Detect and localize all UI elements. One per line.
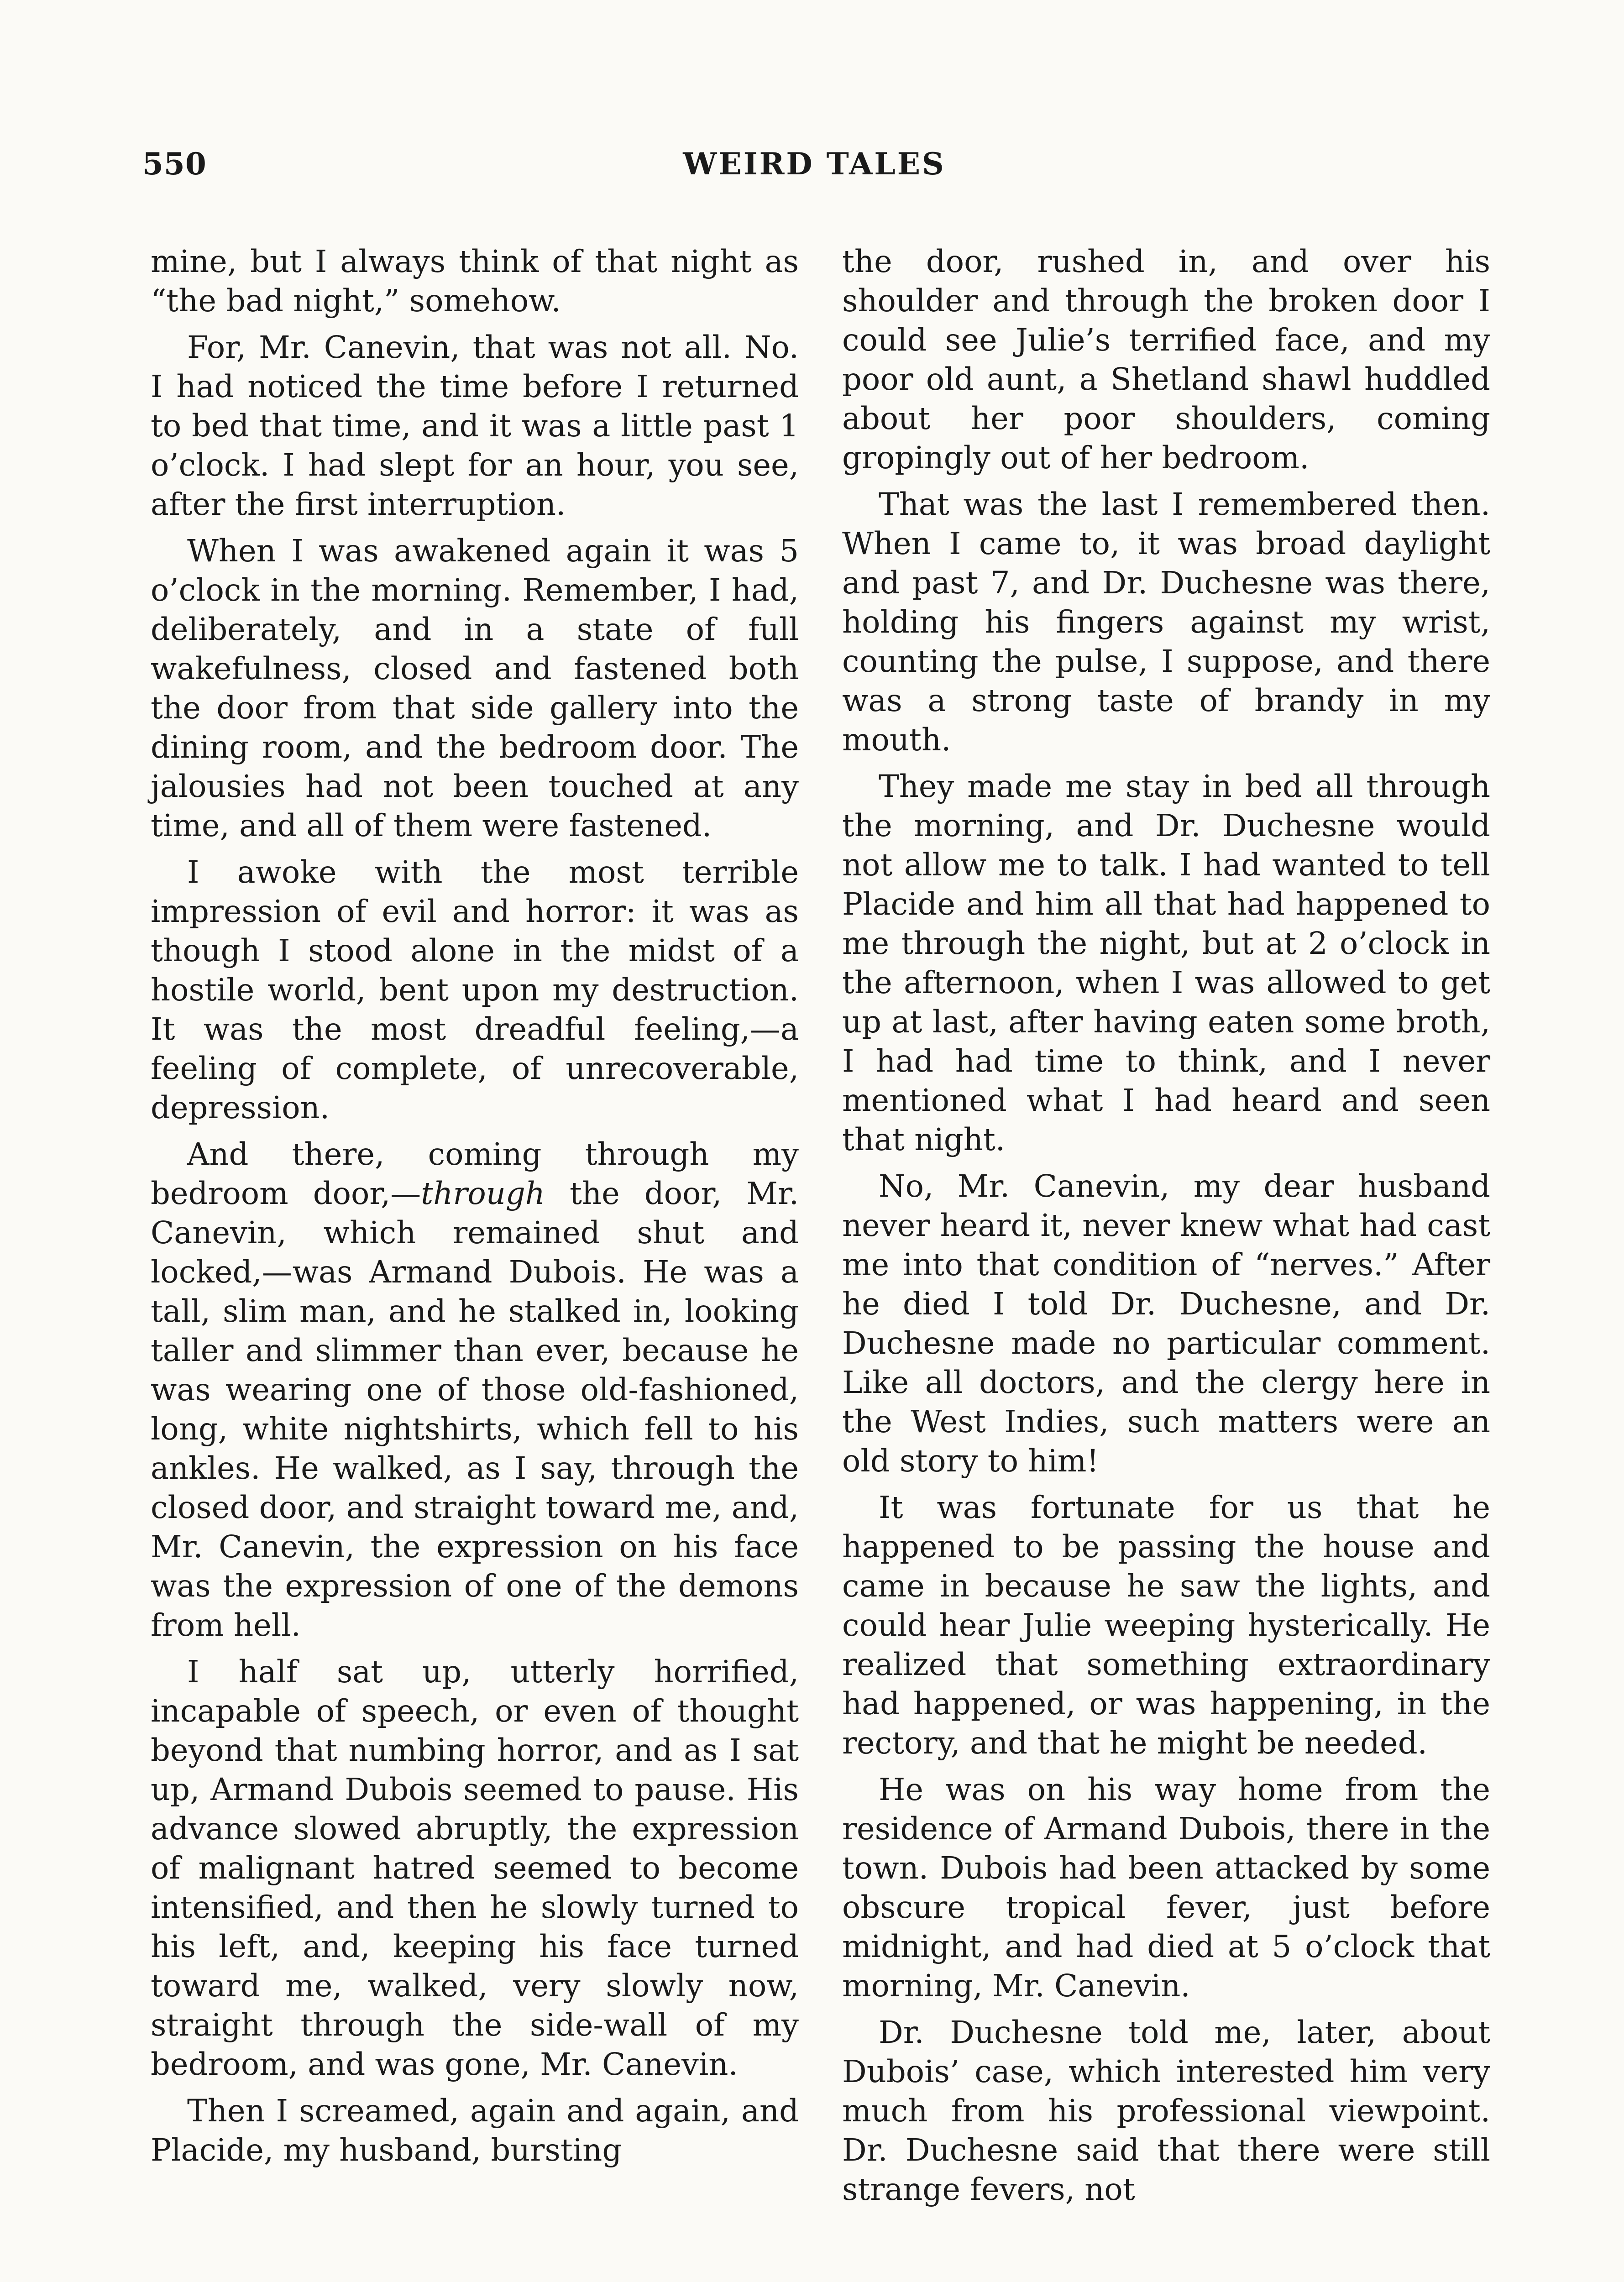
running-title: WEIRD TALES	[683, 146, 946, 182]
page-number: 550	[142, 146, 207, 182]
paragraph: Dr. Duchesne told me, later, about Dubois’ case, which interested him very much from his professional viewpoint. Dr. Duchesne said that there were still strange fevers, not	[842, 2015, 1490, 2207]
paragraph: That was the last I remembered then. When I came to, it was broad daylight and past 7, and Dr. Duchesne was there, holding his fingers against my wrist, counting the pulse, I suppose, and there was a strong taste of brandy in my mouth.	[842, 487, 1490, 758]
paragraph: I awoke with the most terrible impression of evil and horror: it was as though I stood alone in the midst of a hostile world, bent upon my destruction. It was the most dreadful feeling,—a feeling of complete, of unrecoverable, depression.	[151, 854, 799, 1125]
page-header	[142, 146, 1486, 196]
left-column	[151, 242, 799, 2170]
paragraph	[151, 1135, 799, 1645]
paragraph: He was on his way home from the residence of Armand Dubois, there in the town. Dubois had been attacked by some obscure tropical fever, just before midnight, and had died at 5 o’clock that morning, Mr. Canevin.	[842, 1772, 1490, 2004]
paragraph: I half sat up, utterly horrified, incapable of speech, or even of thought beyond that numbing horror, and as I sat up, Armand Dubois seemed to pause. His advance slowed abruptly, the expression of malignant hatred seemed to become intensified, and then he slowly turned to his left, and, keeping his face turned toward me, walked, very slowly now, straight through the side-wall of my bedroom, and was gone, Mr. Canevin.	[151, 1654, 799, 2082]
paragraph: When I was awakened again it was 5 o’clock in the morning. Remember, I had, deliberately, and in a state of full wakefulness, closed and fastened both the door from that side gallery into the dining room, and the bedroom door. The jalousies had not been touched at any time, and all of them were fastened.	[151, 533, 799, 843]
paragraph: Then I screamed, again and again, and Placide, my husband, bursting	[151, 2093, 799, 2168]
right-column	[842, 242, 1490, 2209]
paragraph-text: the door, Mr. Canevin, which remained shut and locked,—was Armand Dubois. He was a tall, slim man, and he stalked in, looking taller and slimmer than ever, because he was wearing one of those old-fashioned, long, white nightshirts, which fell to his ankles. He walked, as I say, through the closed door, and straight toward me, and, Mr. Canevin, the expression on his face was the expression of one of the demons from hell.	[151, 1176, 799, 1643]
paragraph: For, Mr. Canevin, that was not all. No. I had noticed the time before I returned to bed that time, and it was a little past 1 o’clock. I had slept for an hour, you see, after the first interruption.	[151, 330, 799, 522]
paragraph: It was fortunate for us that he happened to be passing the house and came in because he saw the lights, and could hear Julie weeping hysterically. He realized that something extraordinary had happened, or was happening, in the rectory, and that he might be needed.	[842, 1490, 1490, 1761]
paragraph: They made me stay in bed all through the morning, and Dr. Duchesne would not allow me to talk. I had wanted to tell Placide and him all that had happened to me through the night, but at 2 o’clock in the afternoon, when I was allowed to get up at last, after having eaten some broth, I had had time to think, and I never mentioned what I had heard and seen that night.	[842, 769, 1490, 1157]
paragraph-text: And there, coming through my bedroom door,—	[151, 1136, 799, 1211]
paragraph: No, Mr. Canevin, my dear husband never heard it, never knew what had cast me into that condition of “nerves.” After he died I told Dr. Duchesne, and Dr. Duchesne made no particular comment. Like all doctors, and the clergy here in the West Indies, such matters were an old story to him!	[842, 1168, 1490, 1479]
paragraph: the door, rushed in, and over his shoulder and through the broken door I could see Julie’s terrified face, and my poor old aunt, a Shetland shawl huddled about her poor shoulders, coming gropingly out of her bedroom.	[842, 244, 1490, 476]
emphasis-text: through	[421, 1176, 545, 1211]
paragraph: mine, but I always think of that night as “the bad night,” somehow.	[151, 244, 799, 319]
